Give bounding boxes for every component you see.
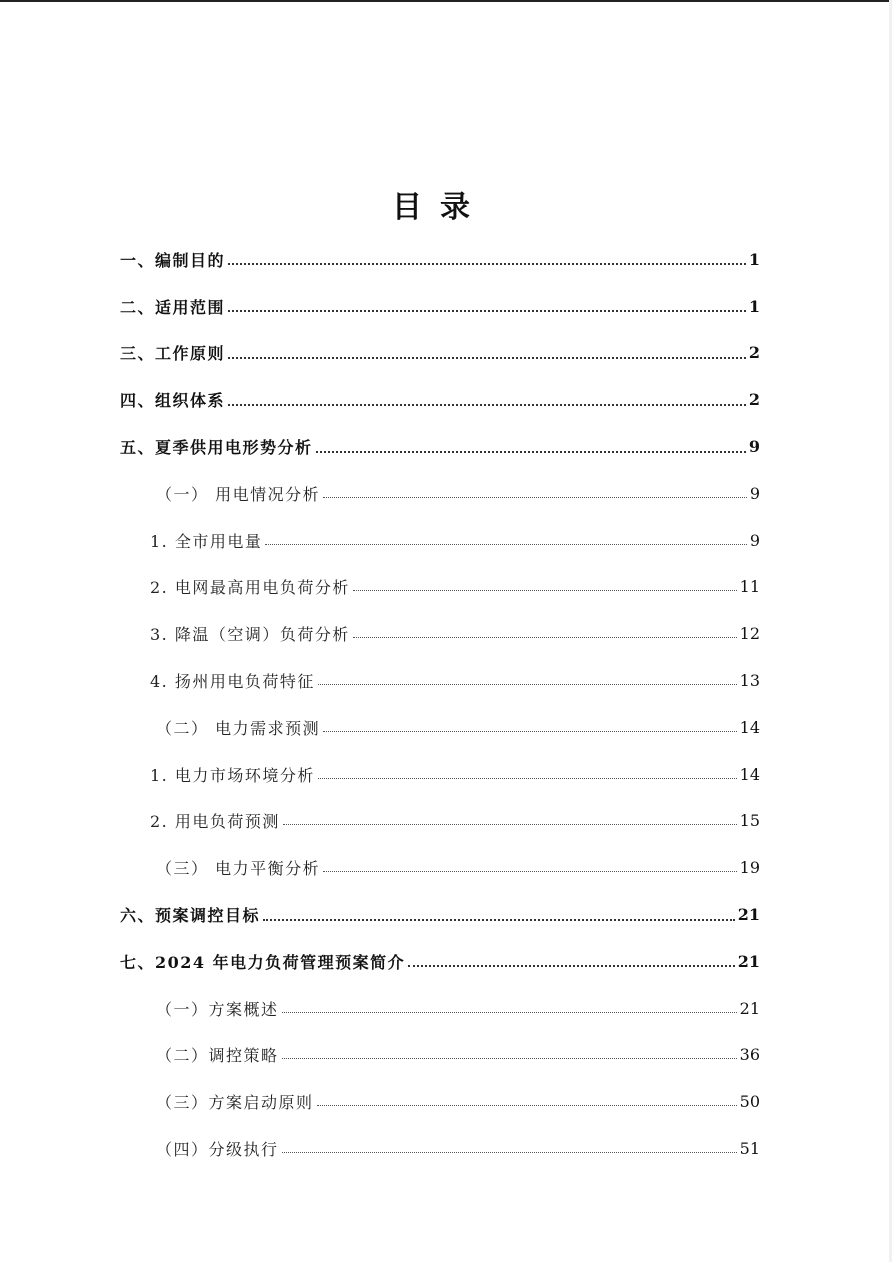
dot-leader [282, 1138, 737, 1153]
toc-entry[interactable] [120, 283, 760, 330]
toc-entry-page-number: 1 [748, 249, 760, 269]
toc-entry[interactable] [120, 657, 760, 704]
dot-leader [228, 390, 746, 406]
dot-leader [323, 857, 737, 872]
toc-entry[interactable] [120, 704, 760, 751]
toc-entry-page-number: 9 [749, 530, 760, 550]
toc-entry-title: （四）分级执行 [156, 1140, 279, 1160]
toc-entry[interactable] [120, 844, 760, 891]
dot-leader [282, 1044, 737, 1059]
dot-leader [228, 249, 746, 265]
dot-leader [353, 623, 737, 638]
toc-entry-title: （二）调控策略 [156, 1046, 279, 1066]
toc-entry-page-number: 1 [748, 296, 760, 316]
toc-entry-page-number: 21 [737, 905, 760, 925]
toc-entry[interactable] [120, 376, 760, 423]
toc-entry-page-number: 2 [748, 343, 760, 363]
dot-leader [265, 530, 746, 545]
toc-entry-page-number: 15 [739, 811, 760, 831]
dot-leader [263, 905, 735, 921]
toc-entry-page-number: 21 [737, 951, 760, 971]
dot-leader [408, 951, 735, 967]
toc-entry-title: 4. 扬州用电负荷特征 [150, 672, 315, 692]
toc-entry-title: 3. 降温（空调）负荷分析 [150, 625, 350, 645]
toc-entry[interactable] [120, 564, 760, 611]
toc-entry-page-number: 2 [748, 390, 760, 410]
toc-entry-title: 七、2024 年电力负荷管理预案简介 [120, 952, 406, 972]
table-of-contents [120, 236, 760, 1172]
dot-leader [317, 1091, 737, 1106]
toc-entry[interactable] [120, 330, 760, 377]
toc-entry-title: （三） 电力平衡分析 [156, 859, 321, 879]
toc-entry[interactable] [120, 1125, 760, 1172]
toc-entry-title: 三、工作原则 [120, 344, 226, 364]
toc-entry-title: （一）方案概述 [156, 999, 279, 1019]
toc-entry-title: 六、预案调控目标 [120, 906, 261, 926]
toc-entry[interactable] [120, 751, 760, 798]
toc-entry-page-number: 21 [739, 998, 760, 1018]
dot-leader [318, 764, 737, 779]
dot-leader [323, 717, 737, 732]
toc-entry-title: 一、编制目的 [120, 250, 226, 270]
toc-entry-page-number: 9 [748, 437, 760, 457]
toc-entry-title: 2. 用电负荷预测 [150, 812, 280, 832]
toc-entry-title: 1. 电力市场环境分析 [150, 765, 315, 785]
dot-leader [228, 343, 746, 359]
toc-entry[interactable] [120, 1032, 760, 1079]
toc-entry-page-number: 13 [739, 671, 760, 691]
top-border [0, 0, 892, 2]
toc-entry[interactable] [120, 938, 760, 985]
dot-leader [282, 998, 737, 1013]
toc-entry-title: （一） 用电情况分析 [156, 484, 321, 504]
dot-leader [323, 483, 747, 498]
toc-entry-page-number: 12 [739, 624, 760, 644]
toc-entry-title: 二、适用范围 [120, 297, 226, 317]
toc-entry-page-number: 36 [739, 1045, 760, 1065]
toc-entry[interactable] [120, 470, 760, 517]
toc-entry-title: （二） 电力需求预测 [156, 718, 321, 738]
toc-entry[interactable] [120, 985, 760, 1032]
toc-entry-page-number: 50 [739, 1092, 760, 1112]
dot-leader [283, 810, 737, 825]
toc-entry-title: 五、夏季供用电形势分析 [120, 438, 313, 458]
toc-entry-page-number: 19 [739, 858, 760, 878]
dot-leader [316, 437, 746, 453]
dot-leader [318, 670, 737, 685]
dot-leader [228, 296, 746, 312]
toc-entry[interactable] [120, 1078, 760, 1125]
toc-entry-title: 2. 电网最高用电负荷分析 [150, 578, 350, 598]
toc-entry[interactable] [120, 517, 760, 564]
toc-entry[interactable] [120, 423, 760, 470]
dot-leader [353, 576, 737, 591]
toc-entry[interactable] [120, 236, 760, 283]
toc-entry-title: 四、组织体系 [120, 391, 226, 411]
toc-entry-page-number: 14 [739, 717, 760, 737]
toc-entry-title: （三）方案启动原则 [156, 1093, 314, 1113]
toc-entry[interactable] [120, 798, 760, 845]
toc-entry-page-number: 51 [739, 1139, 760, 1159]
toc-entry-title: 1. 全市用电量 [150, 531, 263, 551]
toc-entry-page-number: 9 [749, 483, 760, 503]
toc-entry-page-number: 11 [739, 577, 760, 597]
toc-entry-page-number: 14 [739, 764, 760, 784]
toc-entry[interactable] [120, 891, 760, 938]
page-title: 目录 [392, 190, 488, 225]
toc-entry[interactable] [120, 610, 760, 657]
